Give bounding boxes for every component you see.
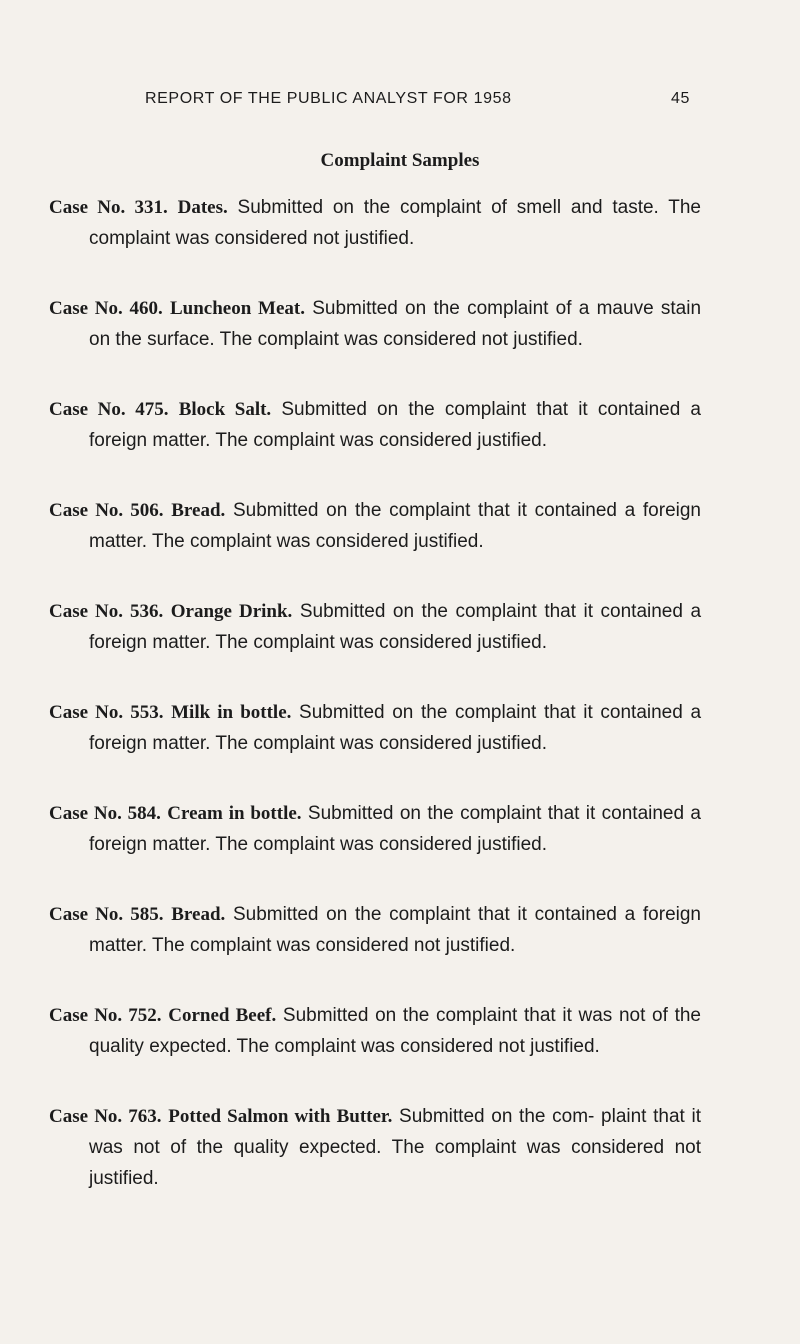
case-description: Submitted on the complaint that it was not of the quality expected. The complaint was considered not justified. xyxy=(89,1005,701,1057)
case-entry-536 xyxy=(49,596,701,658)
page-number: 45 xyxy=(671,90,690,107)
case-item: Potted Salmon with Butter. xyxy=(168,1106,393,1127)
case-entry-506 xyxy=(49,495,701,557)
case-number: Case No. 763. xyxy=(49,1106,162,1127)
case-description: Submitted on the complaint that it contained a foreign matter. The complaint was considered not justified. xyxy=(89,904,702,956)
case-entry-585 xyxy=(49,899,701,961)
case-item: Luncheon Meat. xyxy=(170,298,305,319)
case-entry-752 xyxy=(49,1000,701,1062)
case-number: Case No. 475. xyxy=(49,399,169,420)
case-number: Case No. 536. xyxy=(49,601,164,622)
case-entry-475 xyxy=(49,394,701,456)
case-description: Submitted on the complaint that it contained a foreign matter. The complaint was considered justified. xyxy=(89,500,702,552)
case-description: Submitted on the complaint of smell and taste. The complaint was considered not justified. xyxy=(89,197,702,249)
case-description: Submitted on the complaint that it contained a foreign matter. The complaint was considered justified. xyxy=(89,601,702,653)
case-description: Submitted on the complaint of a mauve stain on the surface. The complaint was considered not justified. xyxy=(89,298,702,350)
case-number: Case No. 506. xyxy=(49,500,164,521)
case-item: Dates. xyxy=(177,197,228,218)
case-number: Case No. 584. xyxy=(49,803,161,824)
case-description: Submitted on the complaint that it contained a foreign matter. The complaint was considered justified. xyxy=(89,803,701,855)
case-number: Case No. 553. xyxy=(49,702,164,723)
section-title: Complaint Samples xyxy=(320,150,480,171)
running-header xyxy=(145,90,690,114)
case-entry-331 xyxy=(49,192,701,254)
case-item: Bread. xyxy=(171,500,226,521)
case-number: Case No. 752. xyxy=(49,1005,162,1026)
case-item: Orange Drink. xyxy=(170,601,293,622)
case-entry-460 xyxy=(49,293,701,355)
case-item: Cream in bottle. xyxy=(167,803,302,824)
case-entry-584 xyxy=(49,798,701,860)
case-description: Submitted on the com- plaint that it was not of the quality expected. The complaint was considered not justified. xyxy=(89,1106,701,1189)
case-item: Bread. xyxy=(171,904,226,925)
case-item: Corned Beef. xyxy=(168,1005,277,1026)
case-item: Milk in bottle. xyxy=(171,702,292,723)
case-item: Block Salt. xyxy=(178,399,272,420)
case-entry-553 xyxy=(49,697,701,759)
case-description: Submitted on the complaint that it contained a foreign matter. The complaint was considered justified. xyxy=(89,702,702,754)
case-number: Case No. 331. xyxy=(49,197,168,218)
case-description: Submitted on the complaint that it contained a foreign matter. The complaint was considered justified. xyxy=(89,399,701,451)
case-list xyxy=(49,192,701,1233)
case-entry-763 xyxy=(49,1101,701,1194)
report-title: REPORT OF THE PUBLIC ANALYST FOR 1958 xyxy=(145,90,512,107)
case-number: Case No. 460. xyxy=(49,298,163,319)
case-number: Case No. 585. xyxy=(49,904,164,925)
